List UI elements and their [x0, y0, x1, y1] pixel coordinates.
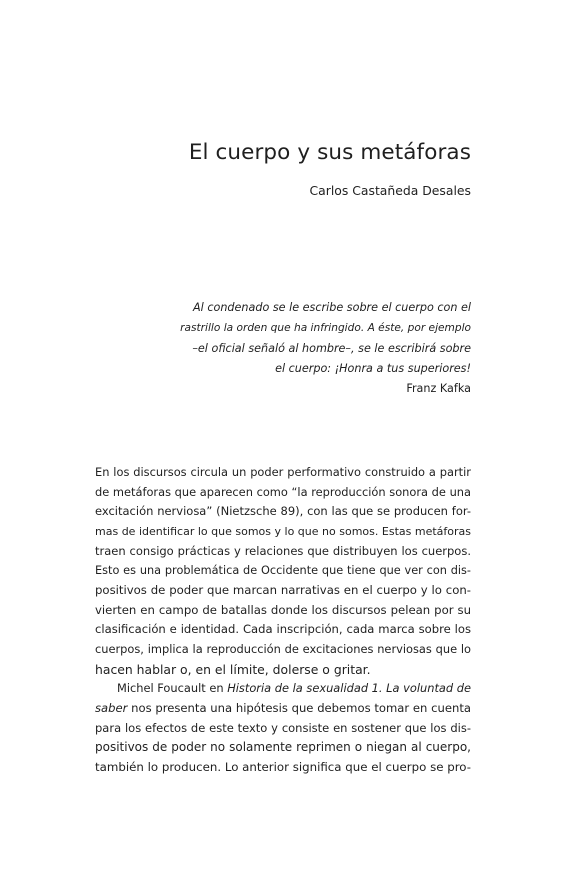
body-line: vierten en campo de batallas donde los discursos pelean por su [95, 602, 471, 617]
body-line: también lo producen. Lo anterior significa que el cuerpo se pro- [95, 760, 471, 775]
body-line: En los discursos circula un poder performativo construido a partir [95, 465, 471, 479]
body-line [95, 679, 471, 699]
body-line: traen consigo prácticas y relaciones que distribuyen los cuerpos. [95, 543, 471, 558]
body-line: para los efectos de este texto y consiste en sostener que los dis- [95, 720, 471, 735]
body-line: Esto es una problemática de Occidente que tiene que ver con dis- [95, 564, 471, 578]
body-line: de metáforas que aparecen como “la reproducción sonora de una [95, 484, 471, 499]
book-title-italic: Historia de la sexualidad 1. La voluntad de [227, 681, 471, 696]
body-line [95, 699, 471, 719]
book-title-italic: saber [95, 701, 128, 716]
epigraph-line: Al condenado se le escribe sobre el cuerpo con el [193, 301, 471, 314]
chapter-author: Carlos Castañeda Desales [309, 183, 471, 198]
epigraph-attribution: Franz Kafka [406, 382, 471, 396]
body-text-run: nos presenta una hipótesis que debemos tomar en cuenta [127, 701, 471, 716]
body-text [95, 463, 471, 778]
body-line: excitación nerviosa” (Nietzsche 89), con las que se producen for- [95, 504, 471, 519]
body-line: positivos de poder que marcan narrativas en el cuerpo y lo con- [95, 583, 471, 598]
body-line: cuerpos, implica la reproducción de excitaciones nerviosas que lo [95, 642, 471, 657]
body-line: clasificación e identidad. Cada inscripción, cada marca sobre los [95, 622, 471, 637]
body-line: positivos de poder no solamente reprimen o niegan al cuerpo, [95, 740, 471, 755]
epigraph-line: el cuerpo: ¡Honra a tus superiores! [275, 361, 471, 375]
chapter-title: El cuerpo y sus metáforas [188, 140, 471, 165]
body-text-run: Michel Foucault en [117, 681, 228, 696]
epigraph [180, 298, 471, 399]
body-line: mas de identificar lo que somos y lo que no somos. Estas metáforas [95, 525, 471, 539]
body-line: hacen hablar o, en el límite, dolerse o gritar. [95, 661, 371, 677]
epigraph-line: rastrillo la orden que ha infringido. A éste, por ejemplo [180, 322, 471, 335]
epigraph-line: –el oficial señaló al hombre–, se le escribirá sobre [192, 341, 471, 355]
